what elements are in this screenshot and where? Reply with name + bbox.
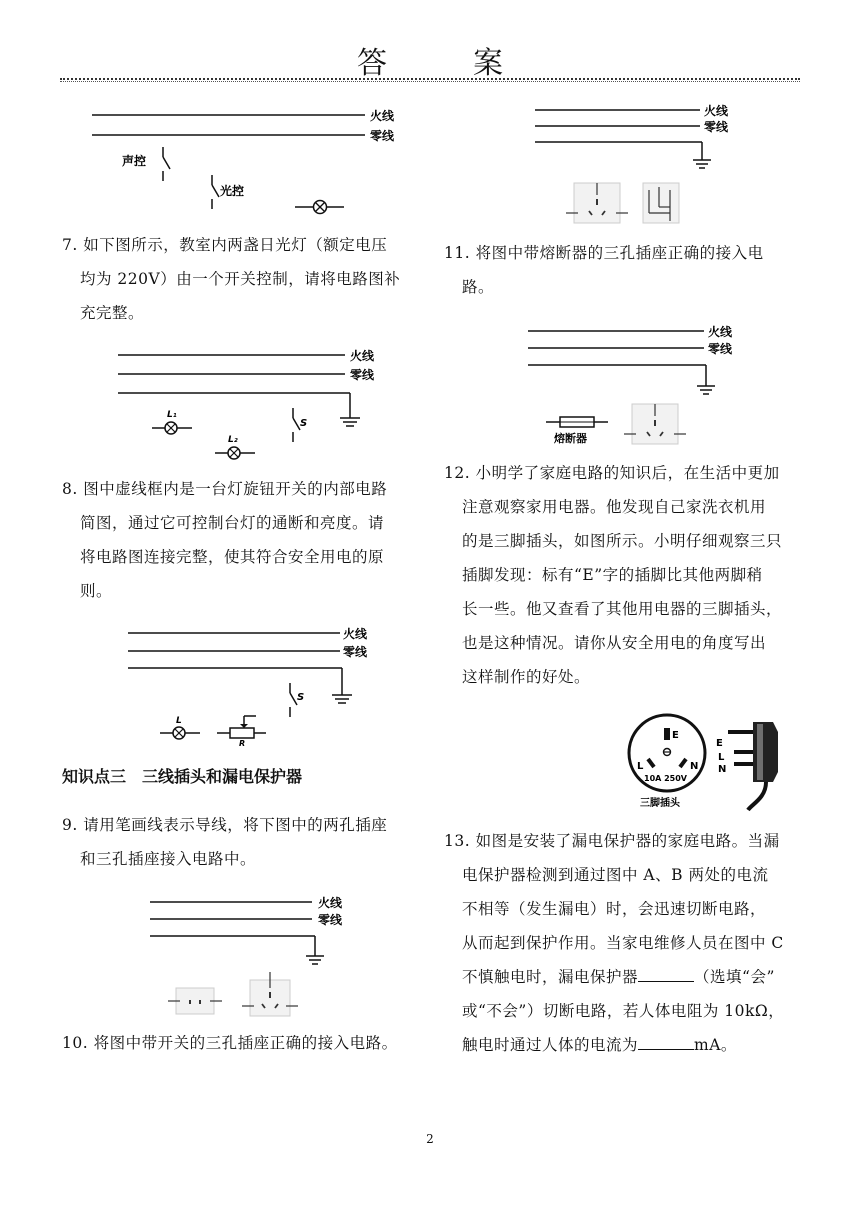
plug-side-label-e: E [716, 738, 723, 749]
question-7-line: 均为 220V）由一个开关控制，请将电路图补 [80, 270, 401, 288]
label-sound-control: 声控 [122, 154, 147, 168]
header-divider [60, 78, 800, 80]
sound-switch-icon [163, 147, 170, 181]
label-neutral-wire: 零线 [708, 342, 733, 356]
plug-side-label-n: N [718, 764, 727, 775]
figure-q11-circuit [520, 318, 790, 453]
label-neutral-wire: 零线 [343, 645, 368, 659]
page-number: 2 [426, 1132, 434, 1146]
label-neutral-wire: 零线 [370, 129, 395, 143]
question-8-line: 简图，通过它可控制台灯的通断和亮度。请 [80, 514, 385, 532]
question-13-text: 不慎触电时，漏电保护器 [462, 968, 639, 986]
question-12-line: 的是三脚插头，如图所示。小明仔细观察三只 [462, 532, 783, 550]
label-live-wire: 火线 [704, 104, 729, 118]
three-hole-socket-icon [242, 972, 298, 1016]
question-13-text: （选填“会” [694, 968, 775, 986]
lamp-2-icon [215, 447, 255, 459]
label-live-wire: 火线 [318, 896, 343, 910]
question-12-line: 插脚发现：标有“E”字的插脚比其他两脚稍 [462, 566, 763, 584]
figure-q8-circuit [120, 620, 410, 750]
header-divider-secondary [60, 81, 800, 82]
figure-q6-circuit [80, 95, 420, 225]
figure-q9-circuit [140, 888, 390, 1023]
label-lamp-1: L₁ [167, 410, 177, 420]
question-13-line: 电保护器检测到通过图中 A、B 两处的电流 [462, 866, 769, 884]
question-11-line: 11. 将图中带熔断器的三孔插座正确的接入电 [444, 244, 764, 262]
label-switch-s: S [300, 418, 308, 429]
switch-s-icon [290, 683, 297, 717]
label-live-wire: 火线 [350, 349, 375, 363]
section-heading: 知识点三 三线插头和漏电保护器 [62, 767, 303, 786]
answer-blank[interactable] [638, 965, 694, 982]
ground-icon [340, 418, 360, 426]
three-hole-socket-icon [624, 404, 686, 444]
label-live-wire: 火线 [708, 325, 733, 339]
question-12 [444, 456, 814, 694]
label-live-wire: 火线 [370, 109, 395, 123]
plug-label-e: E [672, 730, 679, 741]
plug-caption: 三脚插头 [640, 798, 680, 809]
label-light-control: 光控 [220, 184, 245, 198]
question-7-line: 7. 如下图所示，教室内两盏日光灯（额定电压 [62, 236, 388, 254]
question-8-line: 8. 图中虚线框内是一台灯旋钮开关的内部电路 [62, 480, 388, 498]
light-switch-icon [212, 175, 219, 209]
plug-label-n: N [690, 761, 699, 772]
answer-blank[interactable] [638, 1033, 694, 1050]
switch-s-icon [293, 408, 300, 442]
question-13-line: 13. 如图是安装了漏电保护器的家庭电路。当漏 [444, 832, 780, 850]
fuse-icon [546, 417, 608, 427]
rheostat-icon [217, 716, 266, 738]
figure-q10-circuit [520, 95, 790, 230]
question-13-line [444, 960, 814, 994]
question-12-line: 也是这种情况。请你从安全用电的角度写出 [462, 634, 767, 652]
label-lamp-l: L [176, 716, 182, 726]
question-10-line: 10. 将图中带开关的三孔插座正确的接入电路。 [62, 1034, 398, 1052]
label-neutral-wire: 零线 [350, 368, 375, 382]
label-live-wire: 火线 [343, 627, 368, 641]
question-7 [62, 228, 422, 330]
ground-icon [332, 695, 352, 703]
ground-icon [697, 386, 715, 394]
question-7-line: 充完整。 [80, 304, 145, 322]
figure-q7-circuit [110, 340, 410, 465]
question-13-line [444, 1028, 814, 1062]
label-lamp-2: L₂ [228, 435, 238, 445]
label-neutral-wire: 零线 [704, 120, 729, 134]
question-12-line: 12. 小明学了家庭电路的知识后，在生活中更加 [444, 464, 780, 482]
question-13-line: 从而起到保护作用。当家电维修人员在图中 C [462, 934, 784, 952]
ground-icon [306, 956, 324, 964]
question-9 [62, 808, 422, 876]
question-12-line: 长一些。他又查看了其他用电器的三脚插头， [462, 600, 783, 618]
lamp-icon [160, 727, 200, 739]
label-neutral-wire: 零线 [318, 913, 343, 927]
question-12-line: 注意观察家用电器。他发现自己家洗衣机用 [462, 498, 767, 516]
question-8-line: 将电路图连接完整，使其符合安全用电的原 [80, 548, 385, 566]
question-13-text: 触电时通过人体的电流为 [462, 1036, 639, 1054]
label-fuse: 熔断器 [554, 432, 587, 445]
question-11-line: 路。 [462, 278, 495, 296]
switch-icon [643, 183, 679, 223]
lamp-1-icon [152, 422, 192, 434]
label-switch-s: S [297, 692, 305, 703]
lamp-icon [295, 201, 344, 214]
question-8-line: 则。 [80, 582, 113, 600]
question-13-line: 不相等（发生漏电）时，会迅速切断电路， [462, 900, 767, 918]
question-13-text: mA。 [694, 1036, 737, 1054]
plug-label-l: L [637, 761, 644, 772]
figure-q12-plug [620, 708, 800, 818]
plug-rating: 10A 250V [644, 774, 687, 783]
page-title: 答 案 [357, 46, 531, 81]
three-hole-socket-icon [566, 183, 628, 223]
plug-side-icon [728, 722, 778, 810]
question-9-line: 9. 请用笔画线表示导线，将下图中的两孔插座 [62, 816, 388, 834]
question-11 [444, 236, 804, 304]
question-9-line: 和三孔插座接入电路中。 [80, 850, 257, 868]
question-13-line: 或“不会”）切断电路，若人体电阻为 10kΩ， [462, 1002, 785, 1020]
label-rheostat-r: R [239, 739, 246, 748]
two-hole-socket-icon [168, 988, 222, 1014]
ground-icon [693, 160, 711, 168]
question-10 [62, 1026, 442, 1060]
question-13 [444, 824, 814, 1062]
question-8 [62, 472, 422, 608]
question-12-line: 这样制作的好处。 [462, 668, 591, 686]
plug-side-label-l: L [718, 752, 725, 763]
